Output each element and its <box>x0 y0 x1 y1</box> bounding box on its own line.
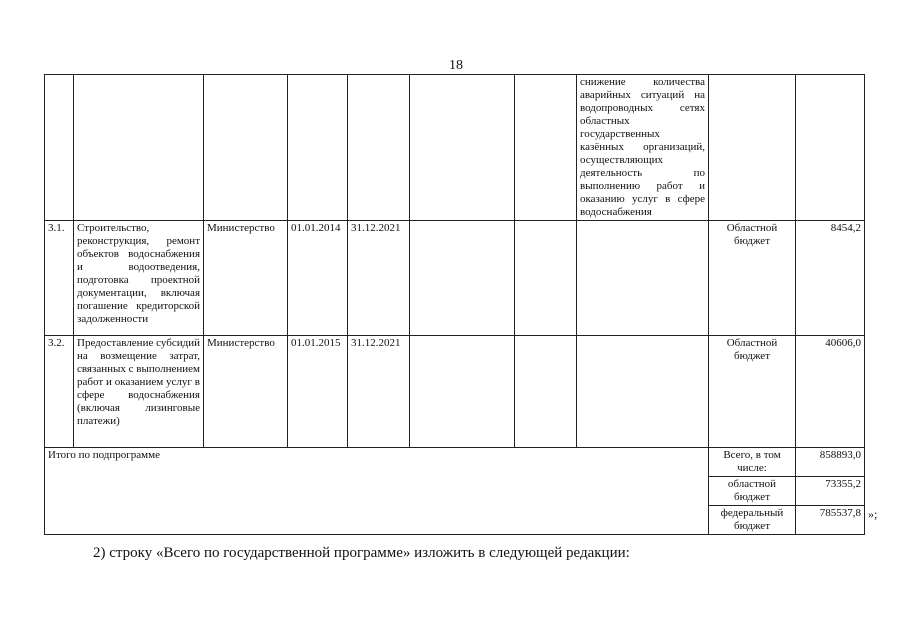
funding-amount: 40606,0 <box>796 336 865 448</box>
total-source: областной бюджет <box>709 477 796 506</box>
start-date: 01.01.2014 <box>288 221 348 336</box>
total-source: Всего, в том числе: <box>709 448 796 477</box>
total-amount: 858893,0 <box>796 448 865 477</box>
start-date: 01.01.2015 <box>288 336 348 448</box>
funding-source: Областной бюджет <box>709 221 796 336</box>
funding-amount: 8454,2 <box>796 221 865 336</box>
table-row <box>45 221 865 336</box>
closing-quote: »; <box>868 507 878 521</box>
funding-source: Областной бюджет <box>709 336 796 448</box>
row-number: 3.1. <box>45 221 74 336</box>
activity-name: Строительство, реконструкция, ремонт объектов водоснабжения и водоотведения, подготовка проектной документации, включая погашение кредиторской задолженности <box>74 221 204 336</box>
activity-name: Предоставление субсидий на возмещение затрат, связанных с выполнением работ и оказанием услуг в сфере водоснабжения (включая лизинговые платежи) <box>74 336 204 448</box>
total-amount: 73355,2 <box>796 477 865 506</box>
executor: Министерство <box>204 221 288 336</box>
total-label: Итого по подпрограмме <box>45 448 709 535</box>
program-table <box>44 74 865 535</box>
total-amount: 785537,8 <box>796 506 865 535</box>
amendment-paragraph: 2) строку «Всего по государственной программе» изложить в следующей редакции: <box>93 545 630 561</box>
page-number: 18 <box>449 58 463 73</box>
indicator-cell: снижение количества аварийных ситуаций на водопроводных сетях областных государственных казённых организаций, осуществляющих деятельность по выполнению работ и оказанию услуг в сфере водоснабжения <box>577 75 709 221</box>
total-source: федеральный бюджет <box>709 506 796 535</box>
table-row <box>45 336 865 448</box>
total-row <box>45 448 865 477</box>
continuation-row <box>45 75 865 221</box>
executor: Министерство <box>204 336 288 448</box>
end-date: 31.12.2021 <box>348 336 410 448</box>
end-date: 31.12.2021 <box>348 221 410 336</box>
row-number: 3.2. <box>45 336 74 448</box>
